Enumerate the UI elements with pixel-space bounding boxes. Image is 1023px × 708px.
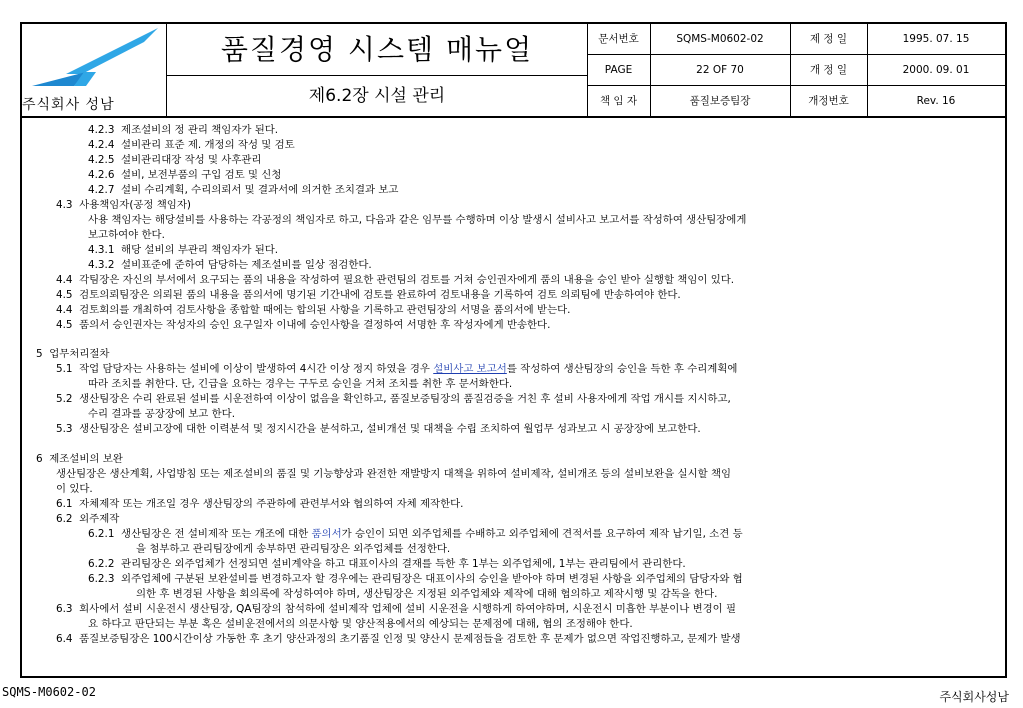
proposal-link[interactable]: 품의서 bbox=[311, 528, 342, 540]
text-line: 6.3 회사에서 설비 시운전시 생산팀장, QA팀장의 참석하에 설비제작 업체에 설비 시운전을 시행하게 하여야하며, 시운전시 미흡한 부분이나 변경이 필 bbox=[56, 603, 737, 615]
text-line: 6.4 품질보증팀장은 100시간이상 가동한 후 초기 양산과정의 초기품질 인정 및 양산시 문제점들을 검토한 후 문제가 없으면 작업진행하고, 문제가 발생 bbox=[56, 633, 741, 645]
text-line: 보고하여야 한다. bbox=[88, 229, 165, 241]
footer-company: 주식회사성남 bbox=[939, 690, 1009, 704]
document-frame bbox=[20, 22, 1007, 678]
company-logo-icon bbox=[26, 28, 162, 90]
text-line: 5.2 생산팀장은 수리 완료된 설비를 시운전하여 이상이 없음을 확인하고, 품질보증팀장의 품질검증을 거친 후 설비 사용자에게 작업 개시를 지시하고, bbox=[56, 393, 731, 405]
text-line: 6.2.2 관리팀장은 외주업체가 선정되면 설비계약을 하고 대표이사의 결재를 득한 후 1부는 외주업체에, 1부는 관리팀에서 관리한다. bbox=[88, 558, 686, 570]
text-line: 4.3.1 해당 설비의 부관리 책임자가 된다. bbox=[88, 244, 279, 256]
text-line: 을 첨부하고 관리팀장에게 송부하면 관리팀장은 외주업체를 선정한다. bbox=[136, 543, 451, 555]
text-line: 6.2.1 생산팀장은 전 설비제작 또는 개조에 대한 품의서가 승인이 되면 외주업체를 수배하고 외주업체에 견적서를 요구하여 제작 납기일, 소견 등 bbox=[88, 528, 743, 540]
chapter-title: 제6.2장 시설 관리 bbox=[308, 86, 446, 106]
text-line: 4.2.6 설비, 보전부품의 구입 검토 및 신청 bbox=[88, 169, 282, 181]
text-line: 4.2.5 설비관리대장 작성 및 사후관리 bbox=[88, 154, 262, 166]
text-line: 4.2.7 설비 수리계획, 수리의뢰서 및 결과서에 의거한 조치결과 보고 bbox=[88, 184, 399, 196]
text-line: 6.1 자체제작 또는 개조일 경우 생산팀장의 주관하에 관련부서와 협의하여 자체 제작한다. bbox=[56, 498, 464, 510]
text-line: 이 있다. bbox=[56, 483, 93, 495]
text-line: 사용 책임자는 해당설비를 사용하는 각공정의 책임자로 하고, 다음과 같은 임무를 수행하며 이상 발생시 설비사고 보고서를 작성하여 생산팀장에게 bbox=[88, 214, 747, 226]
footer-doc-number: SQMS-M0602-02 bbox=[2, 685, 96, 699]
responsible-value: 품질보증팀장 bbox=[689, 95, 751, 107]
section-heading: 5 업무처리절차 bbox=[36, 348, 110, 360]
logo-cell bbox=[22, 24, 166, 116]
document-title: 품질경영 시스템 매뉴얼 bbox=[220, 33, 534, 66]
revision-no-value: Rev. 16 bbox=[916, 95, 956, 107]
section-heading: 6 제조설비의 보완 bbox=[36, 453, 123, 465]
text-line: 4.2.3 제조설비의 정 관리 책임자가 된다. bbox=[88, 124, 279, 136]
text-line: 4.4 각팀장은 자신의 부서에서 요구되는 품의 내용을 작성하여 필요한 관련팀의 검토를 거쳐 승인권자에게 품의 내용을 승인 받아 실행할 책임이 있다. bbox=[56, 274, 735, 286]
accident-report-link[interactable]: 설비사고 보고서 bbox=[433, 363, 507, 375]
text-line: 4.2.4 설비관리 표준 제. 개정의 작성 및 검토 bbox=[88, 139, 295, 151]
company-name: 주식회사 성남 bbox=[22, 97, 115, 113]
document-header bbox=[22, 24, 1005, 118]
responsible-label: 책 임 자 bbox=[599, 95, 638, 107]
revised-label: 개 정 일 bbox=[809, 64, 848, 76]
doc-no-label: 문서번호 bbox=[598, 33, 639, 45]
revision-no-label: 개정번호 bbox=[808, 95, 849, 107]
text-line: 5.1 작업 담당자는 사용하는 설비에 이상이 발생하여 4시간 이상 정지 하였을 경우 설비사고 보고서를 작성하여 생산팀장의 승인을 득한 후 수리계획에 bbox=[56, 363, 738, 375]
text-line: 따라 조치를 취한다. 단, 긴급을 요하는 경우는 구두로 승인을 거쳐 조치를 취한 후 문서화한다. bbox=[88, 378, 513, 390]
text-line: 생산팀장은 생산계획, 사업방침 또는 제조설비의 품질 및 기능향상과 완전한 재발방지 대책을 위하여 설비제작, 설비개조 등의 설비보완을 실시할 책임 bbox=[56, 468, 732, 480]
text-line: 4.4 검토회의를 개최하여 검토사항을 종합할 때에는 합의된 사항을 기록하고 관련팀장의 서명을 품의서에 받는다. bbox=[56, 304, 571, 316]
established-value: 1995. 07. 15 bbox=[902, 33, 970, 45]
established-label: 제 정 일 bbox=[809, 33, 848, 45]
page-label: PAGE bbox=[604, 64, 633, 76]
section-heading: 4.3 사용책임자(공정 책임자) bbox=[56, 199, 191, 211]
page-value: 22 OF 70 bbox=[696, 64, 744, 76]
text-line: 의한 후 변경된 사항을 회의록에 작성하여야 하며, 생산팀장은 지정된 외주업체와 제작에 대해 협의하고 제작시행 및 감독을 한다. bbox=[136, 588, 718, 600]
text-line: 4.5 품의서 승인권자는 작성자의 승인 요구일자 이내에 승인사항을 결정하여 서명한 후 작성자에게 반송한다. bbox=[56, 319, 551, 331]
doc-no-value: SQMS-M0602-02 bbox=[676, 33, 764, 45]
revised-value: 2000. 09. 01 bbox=[902, 64, 970, 76]
text-line: 요 하다고 판단되는 부분 혹은 설비운전에서의 의문사항 및 양산적용에서의 예상되는 문제점에 대해, 협의 조정해야 한다. bbox=[88, 618, 633, 630]
text-line: 5.3 생산팀장은 설비고장에 대한 이력분석 및 정지시간을 분석하고, 설비개선 및 대책을 수립 조치하여 월업무 성과보고 시 공장장에 보고한다. bbox=[56, 423, 701, 435]
text-line: 4.3.2 설비표준에 준하여 담당하는 제조설비를 일상 점검한다. bbox=[88, 259, 372, 271]
text-line: 6.2.3 외주업체에 구분된 보완설비를 변경하고자 할 경우에는 관리팀장은 대표이사의 승인을 받아야 하며 변경된 사항을 외주업체의 담당자와 협 bbox=[88, 573, 743, 585]
text-line: 수리 결과를 공장장에 보고 한다. bbox=[88, 408, 235, 420]
text-line: 4.5 검토의뢰팀장은 의뢰된 품의 내용을 품의서에 명기된 기간내에 검토를 완료하여 검토내용을 기록하여 검토 의뢰팀에 반송하여야 한다. bbox=[56, 289, 681, 301]
text-line: 6.2 외주제작 bbox=[56, 513, 120, 525]
